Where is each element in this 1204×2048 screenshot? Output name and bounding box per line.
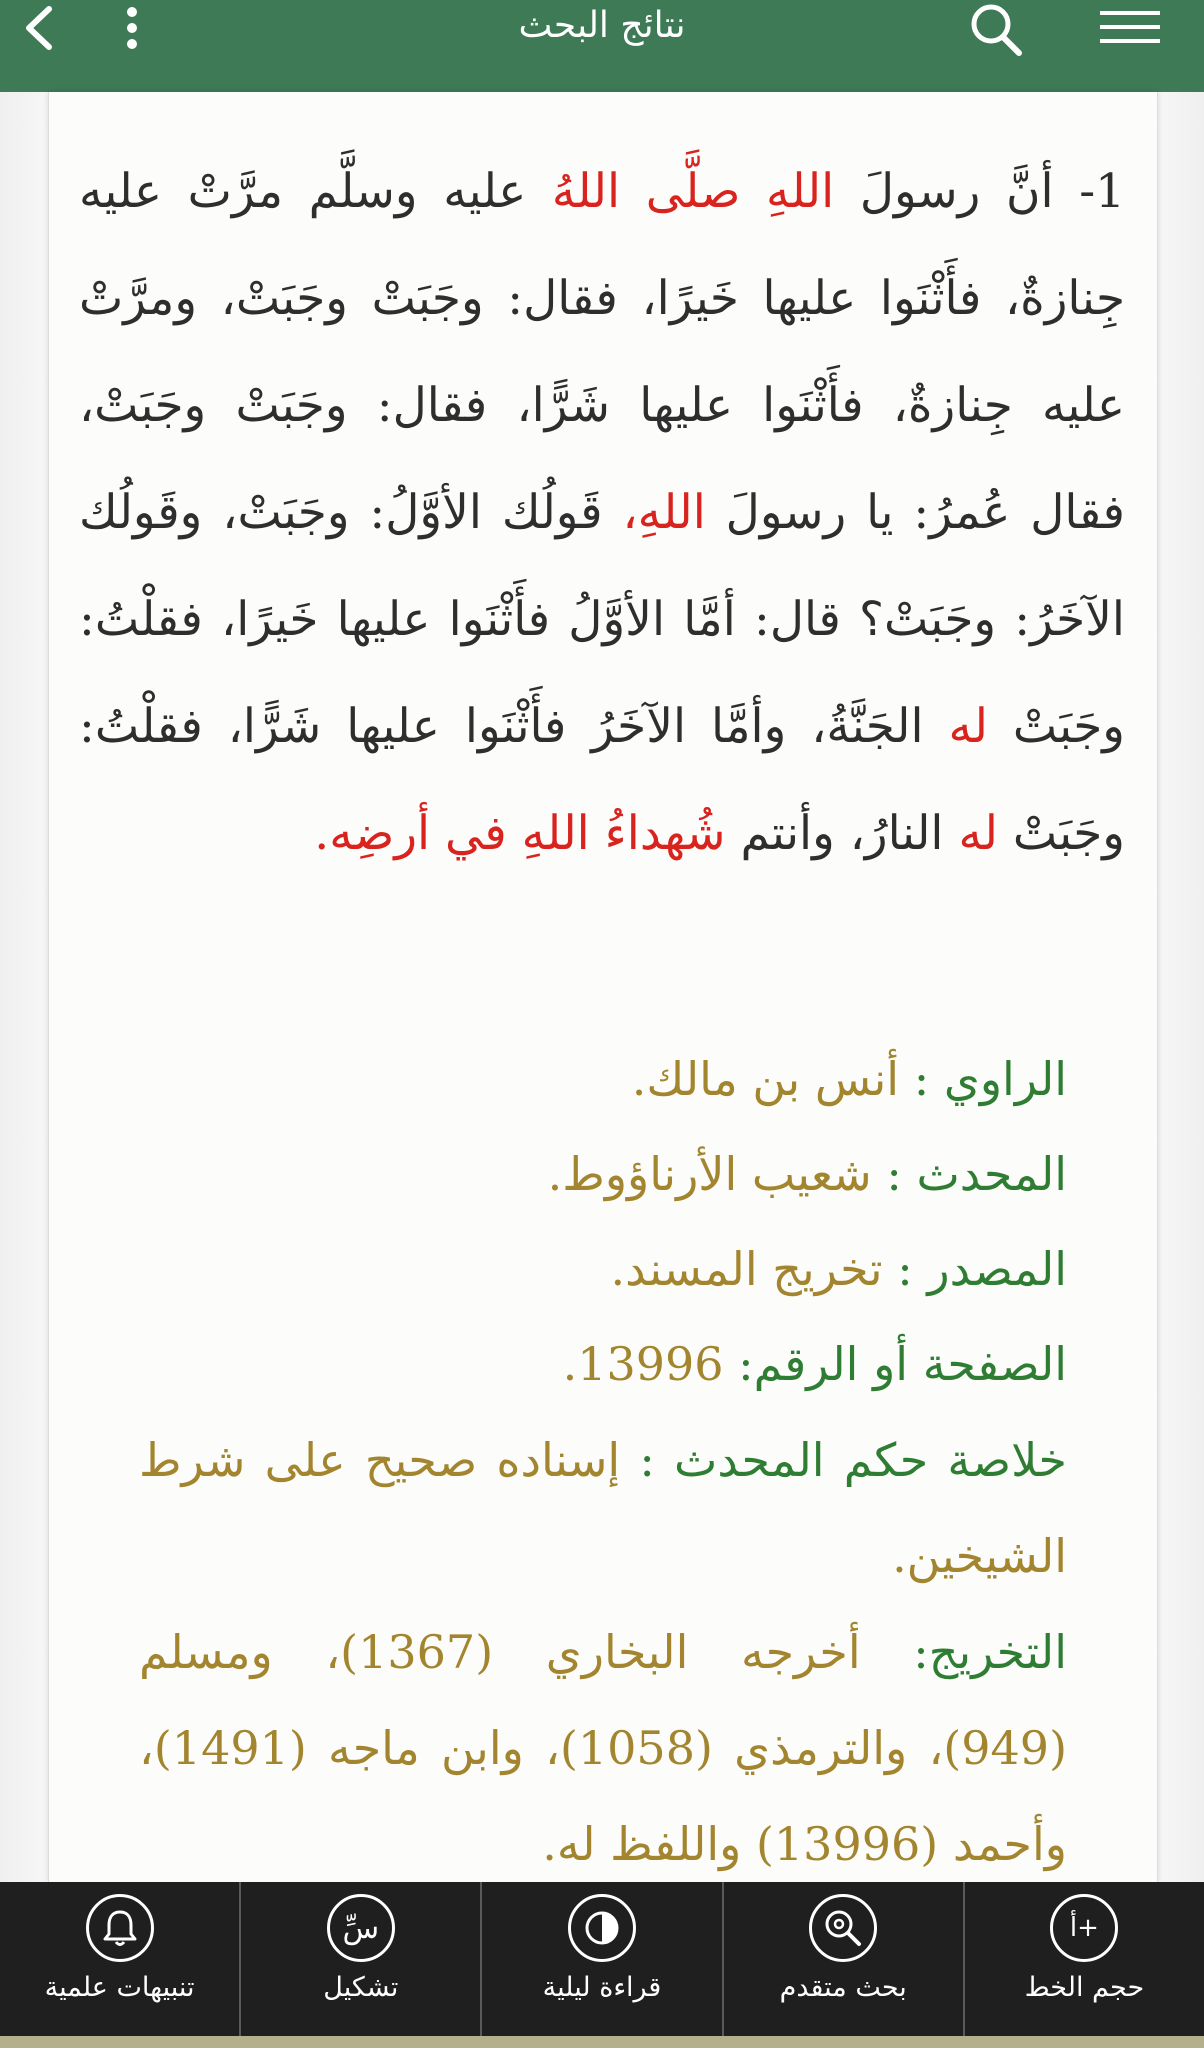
page-number-label: الصفحة أو الرقم:	[738, 1337, 1067, 1391]
highlighted-term: له	[948, 699, 988, 754]
bell-icon	[86, 1894, 154, 1962]
page-title: نتائج البحث	[518, 5, 686, 46]
hadith-segment: 1- أنَّ رسولَ	[834, 164, 1126, 219]
search-icon	[967, 0, 1027, 56]
hadith-segment: قَولُك الأوَّلُ: وجَبَتْ، وقَولُك الآخَرُ: وجَبَتْ؟ قال: أمَّا الأوَّلُ فأَثْنَوا عليها خَيرًا، فقلْتُ: وجَبَتْ	[79, 485, 1125, 754]
tab-label: قراءة ليلية	[542, 1972, 662, 2003]
ruling-label: خلاصة حكم المحدث :	[639, 1433, 1067, 1487]
narrator-row	[139, 1032, 1067, 1127]
tab-label: تنبيهات علمية	[44, 1972, 195, 2003]
ruling-value: إسناده صحيح على شرط الشيخين.	[139, 1433, 1067, 1583]
muhaddith-label: المحدث :	[886, 1147, 1067, 1201]
hadith-segment: عليه وسلَّم مرَّتْ عليه جِنازةٌ، فأَثْنَوا عليها خَيرًا، فقال: وجَبَتْ وجَبَتْ، ومرَّتْ عليه جِنازةٌ، فأَثْنَوا عليها شَرًّا، فقال: وجَبَتْ وجَبَتْ، فقال عُمرُ: يا رسولَ	[79, 164, 1125, 540]
menu-button[interactable]	[1080, 0, 1180, 56]
tab-label: حجم الخط	[1024, 1972, 1145, 2003]
top-app-bar	[0, 0, 1204, 92]
source-row	[139, 1222, 1067, 1317]
source-value[interactable]: تخريج المسند.	[610, 1242, 898, 1296]
narrator-label: الراوي :	[913, 1052, 1067, 1106]
tab-font-size[interactable]	[965, 1882, 1204, 2036]
font-size-icon	[1050, 1894, 1118, 1962]
hadith-segment: النارُ، وأنتم	[725, 806, 959, 861]
background-left	[0, 92, 50, 2048]
hadith-metadata	[139, 1032, 1067, 1882]
highlighted-term: اللهِ،	[622, 485, 706, 540]
takhrij-row	[139, 1604, 1067, 1882]
background-right	[1154, 92, 1204, 2048]
tab-label: تشكيل	[323, 1972, 399, 2003]
tab-diacritics[interactable]	[241, 1882, 482, 2036]
tab-advanced-search[interactable]	[724, 1882, 965, 2036]
highlighted-term: اللهِ صلَّى اللهُ	[551, 164, 835, 219]
narrator-value[interactable]: أنس بن مالك.	[631, 1052, 914, 1106]
highlighted-term: له	[958, 806, 998, 861]
advanced-search-icon	[809, 1894, 877, 1962]
takhrij-value: أخرجه البخاري (1367)، ومسلم (949)، والترمذي (1058)، وابن ماجه (1491)، وأحمد (13996) واللفظ له.	[139, 1625, 1068, 1871]
hadith-text[interactable]	[79, 138, 1125, 887]
hadith-segment: الجَنَّةُ، وأمَّا الآخَرُ فأَثْنَوا عليها شَرًّا، فقلْتُ: وجَبَتْ	[79, 699, 1125, 861]
source-label: المصدر :	[897, 1242, 1067, 1296]
bottom-accent-strip	[0, 2036, 1204, 2048]
page-number-value: 13996.	[562, 1337, 739, 1391]
hamburger-menu-icon	[1098, 5, 1162, 51]
ruling-row	[139, 1412, 1067, 1604]
tab-notifications[interactable]	[0, 1882, 241, 2036]
font-size-glyph: أ+	[1069, 1913, 1099, 1943]
hadith-result-card[interactable]	[48, 92, 1158, 1882]
tab-night-mode[interactable]	[482, 1882, 723, 2036]
takhrij-label: التخريج:	[913, 1625, 1067, 1679]
search-button[interactable]	[962, 0, 1032, 56]
bottom-toolbar	[0, 1882, 1204, 2036]
muhaddith-row	[139, 1127, 1067, 1222]
diacritics-icon	[327, 1894, 395, 1962]
muhaddith-value[interactable]: شعيب الأرناؤوط.	[547, 1147, 887, 1201]
diacritics-glyph: سِّ	[342, 1910, 380, 1946]
tab-label: بحث متقدم	[779, 1972, 907, 2003]
highlighted-term: شُهداءُ اللهِ في أرضِه.	[314, 806, 726, 861]
night-mode-icon	[568, 1894, 636, 1962]
page-number-row	[139, 1317, 1067, 1412]
